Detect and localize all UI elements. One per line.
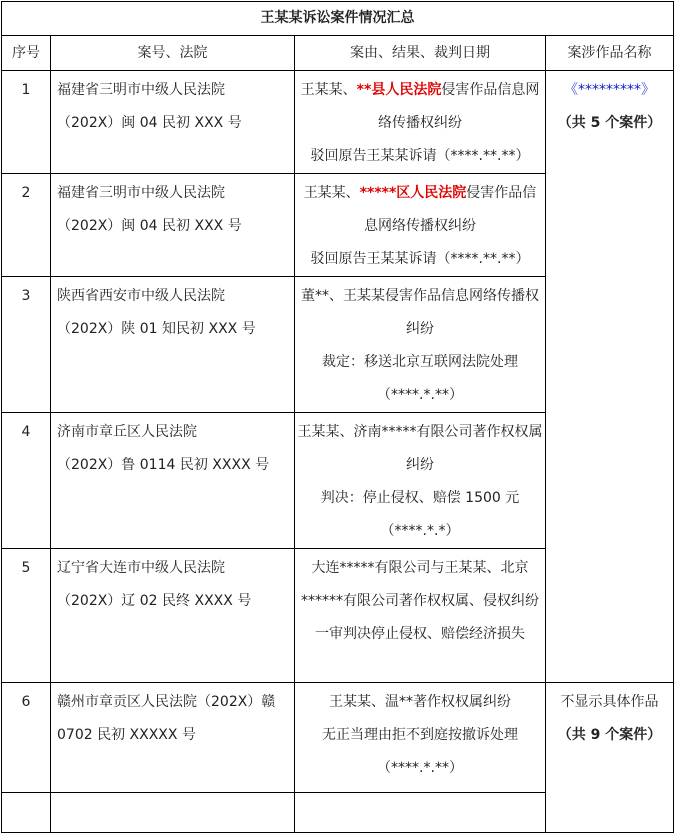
- row-seq: 1: [2, 71, 51, 174]
- highlighted-court: *****区人民法院: [359, 185, 467, 201]
- case-cause: [297, 177, 543, 243]
- works-title: 《*********》: [564, 82, 655, 98]
- case-date: （****.*.**）: [377, 760, 463, 776]
- row-seq: 4: [2, 413, 51, 549]
- case-summary-table: [1, 1, 674, 833]
- row-seq: [2, 793, 51, 833]
- row-seq: 6: [2, 683, 51, 793]
- case-cause: 王某某、温**著作权权属纠纷: [329, 694, 511, 710]
- row-cause-cell: [295, 71, 546, 174]
- row-seq: 3: [2, 277, 51, 413]
- case-date: （****.*.*）: [380, 523, 460, 539]
- row-court-cell: [51, 71, 295, 174]
- row-cause-cell: [295, 413, 546, 549]
- row-court-cell: [51, 277, 295, 413]
- row-cause-cell: [295, 174, 546, 277]
- row-cause-cell: [295, 549, 546, 683]
- works-cell-group-1: [546, 71, 674, 683]
- works-cell-group-2: [546, 683, 674, 833]
- case-number: （202X）鲁 0114 民初 XXXX 号: [57, 457, 270, 473]
- header-cause-result-date: 案由、结果、裁判日期: [295, 36, 546, 71]
- case-result: 裁定：移送北京互联网法院处理: [322, 354, 518, 370]
- court-name: 济南市章丘区人民法院: [57, 424, 197, 440]
- case-result: 一审判决停止侵权、赔偿经济损失: [315, 626, 525, 642]
- case-result: 驳回原告王某某诉请（****.**.**）: [310, 148, 530, 164]
- court-name: 陕西省西安市中级人民法院: [57, 288, 225, 304]
- court-name: 辽宁省大连市中级人民法院: [57, 560, 225, 576]
- case-number: （202X）闽 04 民初 XXX 号: [57, 115, 242, 131]
- header-seq: 序号: [2, 36, 51, 71]
- case-number: （202X）闽 04 民初 XXX 号: [57, 218, 242, 234]
- cause-text: 侵害作品信息网络传播权纠纷: [378, 82, 540, 131]
- highlighted-court: **县人民法院: [356, 82, 442, 98]
- court-name: 福建省三明市中级人民法院: [57, 185, 225, 201]
- court-and-case-number: 赣州市章贡区人民法院（202X）赣 0702 民初 XXXXX 号: [57, 694, 276, 743]
- row-court-cell: [51, 174, 295, 277]
- case-result: 判决：停止侵权、赔偿 1500 元: [320, 490, 520, 506]
- case-cause: 王某某、济南*****有限公司著作权权属纠纷: [297, 424, 543, 473]
- row-seq: 2: [2, 174, 51, 277]
- case-cause: 大连*****有限公司与王某某、北京******有限公司著作权权属、侵权纠纷: [301, 560, 539, 609]
- row-court-cell: [51, 413, 295, 549]
- works-count: （共 9 个案件）: [557, 727, 662, 743]
- case-number: （202X）辽 02 民终 XXXX 号: [57, 593, 252, 609]
- works-count: （共 5 个案件）: [557, 115, 662, 131]
- case-cause: 董**、王某某侵害作品信息网络传播权纠纷: [301, 288, 539, 337]
- court-name: 福建省三明市中级人民法院: [57, 82, 225, 98]
- row-cause-cell: [295, 683, 546, 793]
- case-result: 无正当理由拒不到庭按撤诉处理: [322, 727, 518, 743]
- row-cause-cell: [295, 277, 546, 413]
- row-court-cell: [51, 549, 295, 683]
- case-date: （****.*.**）: [377, 387, 463, 403]
- row-cause-cell: [295, 793, 546, 833]
- row-court-cell: [51, 683, 295, 793]
- case-result: 驳回原告王某某诉请（****.**.**）: [310, 251, 530, 267]
- table-row: [2, 71, 674, 174]
- works-title: 不显示具体作品: [560, 694, 659, 710]
- header-case-court: 案号、法院: [51, 36, 295, 71]
- row-seq: 5: [2, 549, 51, 683]
- table-row: [2, 683, 674, 793]
- table-title: 王某某诉讼案件情况汇总: [2, 2, 674, 36]
- row-court-cell: [51, 793, 295, 833]
- case-number: （202X）陕 01 知民初 XXX 号: [57, 321, 256, 337]
- header-works: 案涉作品名称: [546, 36, 674, 71]
- case-cause: [297, 74, 543, 140]
- cause-text: 侵害作品信息网络传播权纠纷: [364, 185, 537, 234]
- party-text: 王某某、: [300, 82, 357, 98]
- party-text: 王某某、: [303, 185, 360, 201]
